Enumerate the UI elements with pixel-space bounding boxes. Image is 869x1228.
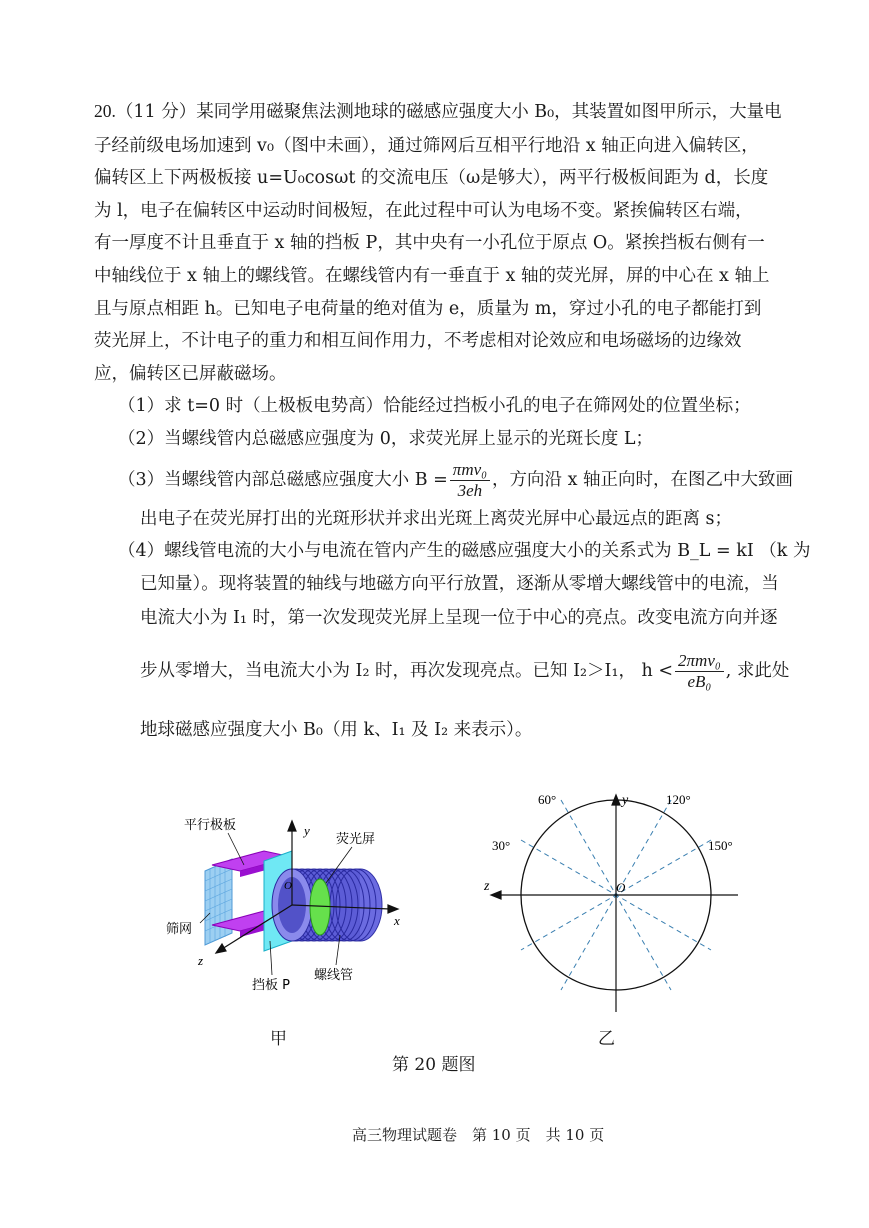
figure-jia <box>160 805 420 1045</box>
question-line-1 <box>94 99 782 124</box>
subquestion-4-line-3: 电流大小为 I₁ 时，第一次发现荧光屏上呈现一位于中心的亮点。改变电流方向并逐 <box>140 608 778 628</box>
label-fluorescent-screen: 荧光屏 <box>336 832 376 847</box>
formula-h-denominator: eB₀ <box>687 672 712 691</box>
formula-b-denominator: 3eh <box>457 481 483 500</box>
sub3-text-a: （3）当螺线管内部总磁感应强度大小 B = <box>118 470 448 490</box>
page-footer: 高三物理试题卷 第 10 页 共 10 页 <box>352 1126 605 1144</box>
question-line-9: 应，偏转区已屏蔽磁场。 <box>94 364 287 384</box>
label-solenoid: 螺线管 <box>314 968 354 983</box>
sub4-text-e: , 求此处 <box>725 661 790 681</box>
sub4-text-d: 步从零增大，当电流大小为 I₂ 时，再次发现亮点。已知 I₂＞I₁， h < <box>140 661 674 681</box>
figure-caption: 第 20 题图 <box>392 1055 476 1075</box>
subquestion-4-line-2: 已知量）。现将装置的轴线与地磁方向平行放置，逐渐从零增大螺线管中的电流，当 <box>140 574 779 594</box>
label-mesh: 筛网 <box>166 922 193 937</box>
subquestion-3-line-1 <box>118 458 793 502</box>
question-line-6: 中轴线位于 x 轴上的螺线管。在螺线管内有一垂直于 x 轴的荧光屏，屏的中心在 x 轴上 <box>94 266 770 286</box>
formula-b-numerator: πmv₀ <box>450 460 490 481</box>
caption-yi: 乙 <box>598 1029 615 1049</box>
caption-jia: 甲 <box>270 1029 287 1049</box>
subquestion-4-line-5: 地球磁感应强度大小 B₀（用 k、I₁ 及 I₂ 来表示）。 <box>140 720 533 740</box>
label-baffle: 挡板 P <box>252 978 290 993</box>
question-line-8: 荧光屏上，不计电子的重力和相互间作用力，不考虑相对论效应和电场磁场的边缘效 <box>94 331 742 351</box>
question-line-4: 为 l，电子在偏转区中运动时间极短，在此过程中可认为电场不变。紧挨偏转区右端， <box>94 201 753 221</box>
question-text-l1: 某同学用磁聚焦法测地球的磁感应强度大小 B₀，其装置如图甲所示，大量电 <box>196 102 782 122</box>
axis-z-label-yi: z <box>484 879 490 894</box>
question-line-3: 偏转区上下两极板接 u=U₀cosωt 的交流电压（ω是够大），两平行极板间距为 d，长度 <box>94 168 769 188</box>
subquestion-4-line-1: （4）螺线管电流的大小与电流在管内产生的磁感应强度大小的关系式为 B_L = kI （k 为 <box>118 541 811 561</box>
axis-y-label-jia: y <box>304 823 310 838</box>
subquestion-1: （1）求 t=0 时（上极板电势高）恰能经过挡板小孔的电子在筛网处的位置坐标； <box>118 396 751 416</box>
subquestion-4-line-4 <box>140 646 789 696</box>
label-parallel-plates: 平行极板 <box>184 818 237 833</box>
angle-60-label: 60° <box>538 792 557 807</box>
axis-y-label-yi: y <box>622 793 629 808</box>
question-line-2: 子经前级电场加速到 v₀（图中未画），通过筛网后互相平行地沿 x 轴正向进入偏转区， <box>94 136 759 156</box>
axis-z-label-jia: z <box>198 953 204 968</box>
angle-150-label: 150° <box>708 838 733 853</box>
question-number: 20. <box>94 101 116 121</box>
question-line-7: 且与原点相距 h。已知电子电荷量的绝对值为 e，质量为 m，穿过小孔的电子都能打到 <box>94 299 762 319</box>
axis-x-label-jia: x <box>394 913 400 928</box>
figure-yi <box>476 790 776 1030</box>
question-score: （11 分） <box>115 102 197 122</box>
formula-h-numerator: 2πmv₀ <box>675 651 724 672</box>
origin-label-jia: O <box>284 880 292 892</box>
origin-label-yi: O <box>616 880 626 895</box>
subquestion-3-line-2: 出电子在荧光屏打出的光斑形状并求出光斑上离荧光屏中心最远点的距离 s； <box>140 509 733 529</box>
angle-30-label: 30° <box>492 838 511 853</box>
mesh-screen <box>205 859 232 945</box>
angle-120-label: 120° <box>666 792 691 807</box>
sub3-text-b: ，方向沿 x 轴正向时，在图乙中大致画 <box>492 470 794 490</box>
formula-b-fraction <box>450 460 490 501</box>
axes-yi <box>491 795 738 1012</box>
question-line-5: 有一厚度不计且垂直于 x 轴的挡板 P，其中央有一小孔位于原点 O。紧挨挡板右侧有一 <box>94 233 765 253</box>
formula-h-fraction <box>675 651 724 692</box>
subquestion-2: （2）当螺线管内总磁感应强度为 0，求荧光屏上显示的光斑长度 L； <box>118 429 654 449</box>
